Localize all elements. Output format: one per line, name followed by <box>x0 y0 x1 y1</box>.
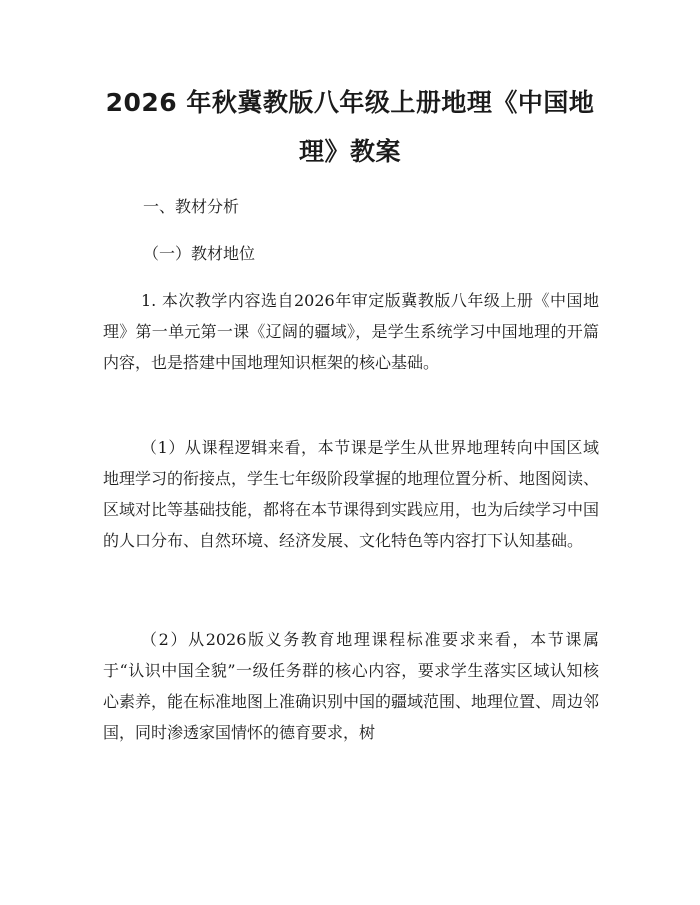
section-heading: 一、教材分析 <box>143 197 240 216</box>
document-title-line-2: 理》教案 <box>298 137 401 166</box>
paragraph-2: （1）从课程逻辑来看，本节课是学生从世界地理转向中国区域地理学习的衔接点，学生七年级阶段掌握的地理位置分析、地图阅读、区域对比等基础技能，都将在本节课得到实践应用，也为后续学习中国的人口分布、自然环境、经济发展、文化特色等内容打下认知基础。 <box>103 438 600 550</box>
paragraph-3: （2）从2026版义务教育地理课程标准要求来看，本节课属于“认识中国全貌”一级任务群的核心内容，要求学生落实区域认知核心素养，能在标准地图上准确识别中国的疆域范围、地理位置、周边邻国，同时渗透家国情怀的德育要求，树 <box>103 630 599 742</box>
paragraph-1: 1. 本次教学内容选自2026年审定版冀教版八年级上册《中国地理》第一单元第一课《辽阔的疆域》，是学生系统学习中国地理的开篇内容，也是搭建中国地理知识框架的核心基础。 <box>103 291 599 372</box>
subsection-heading: （一）教材地位 <box>143 244 256 263</box>
document-title-line-1: 2026 年秋冀教版八年级上册地理《中国地 <box>105 88 595 117</box>
